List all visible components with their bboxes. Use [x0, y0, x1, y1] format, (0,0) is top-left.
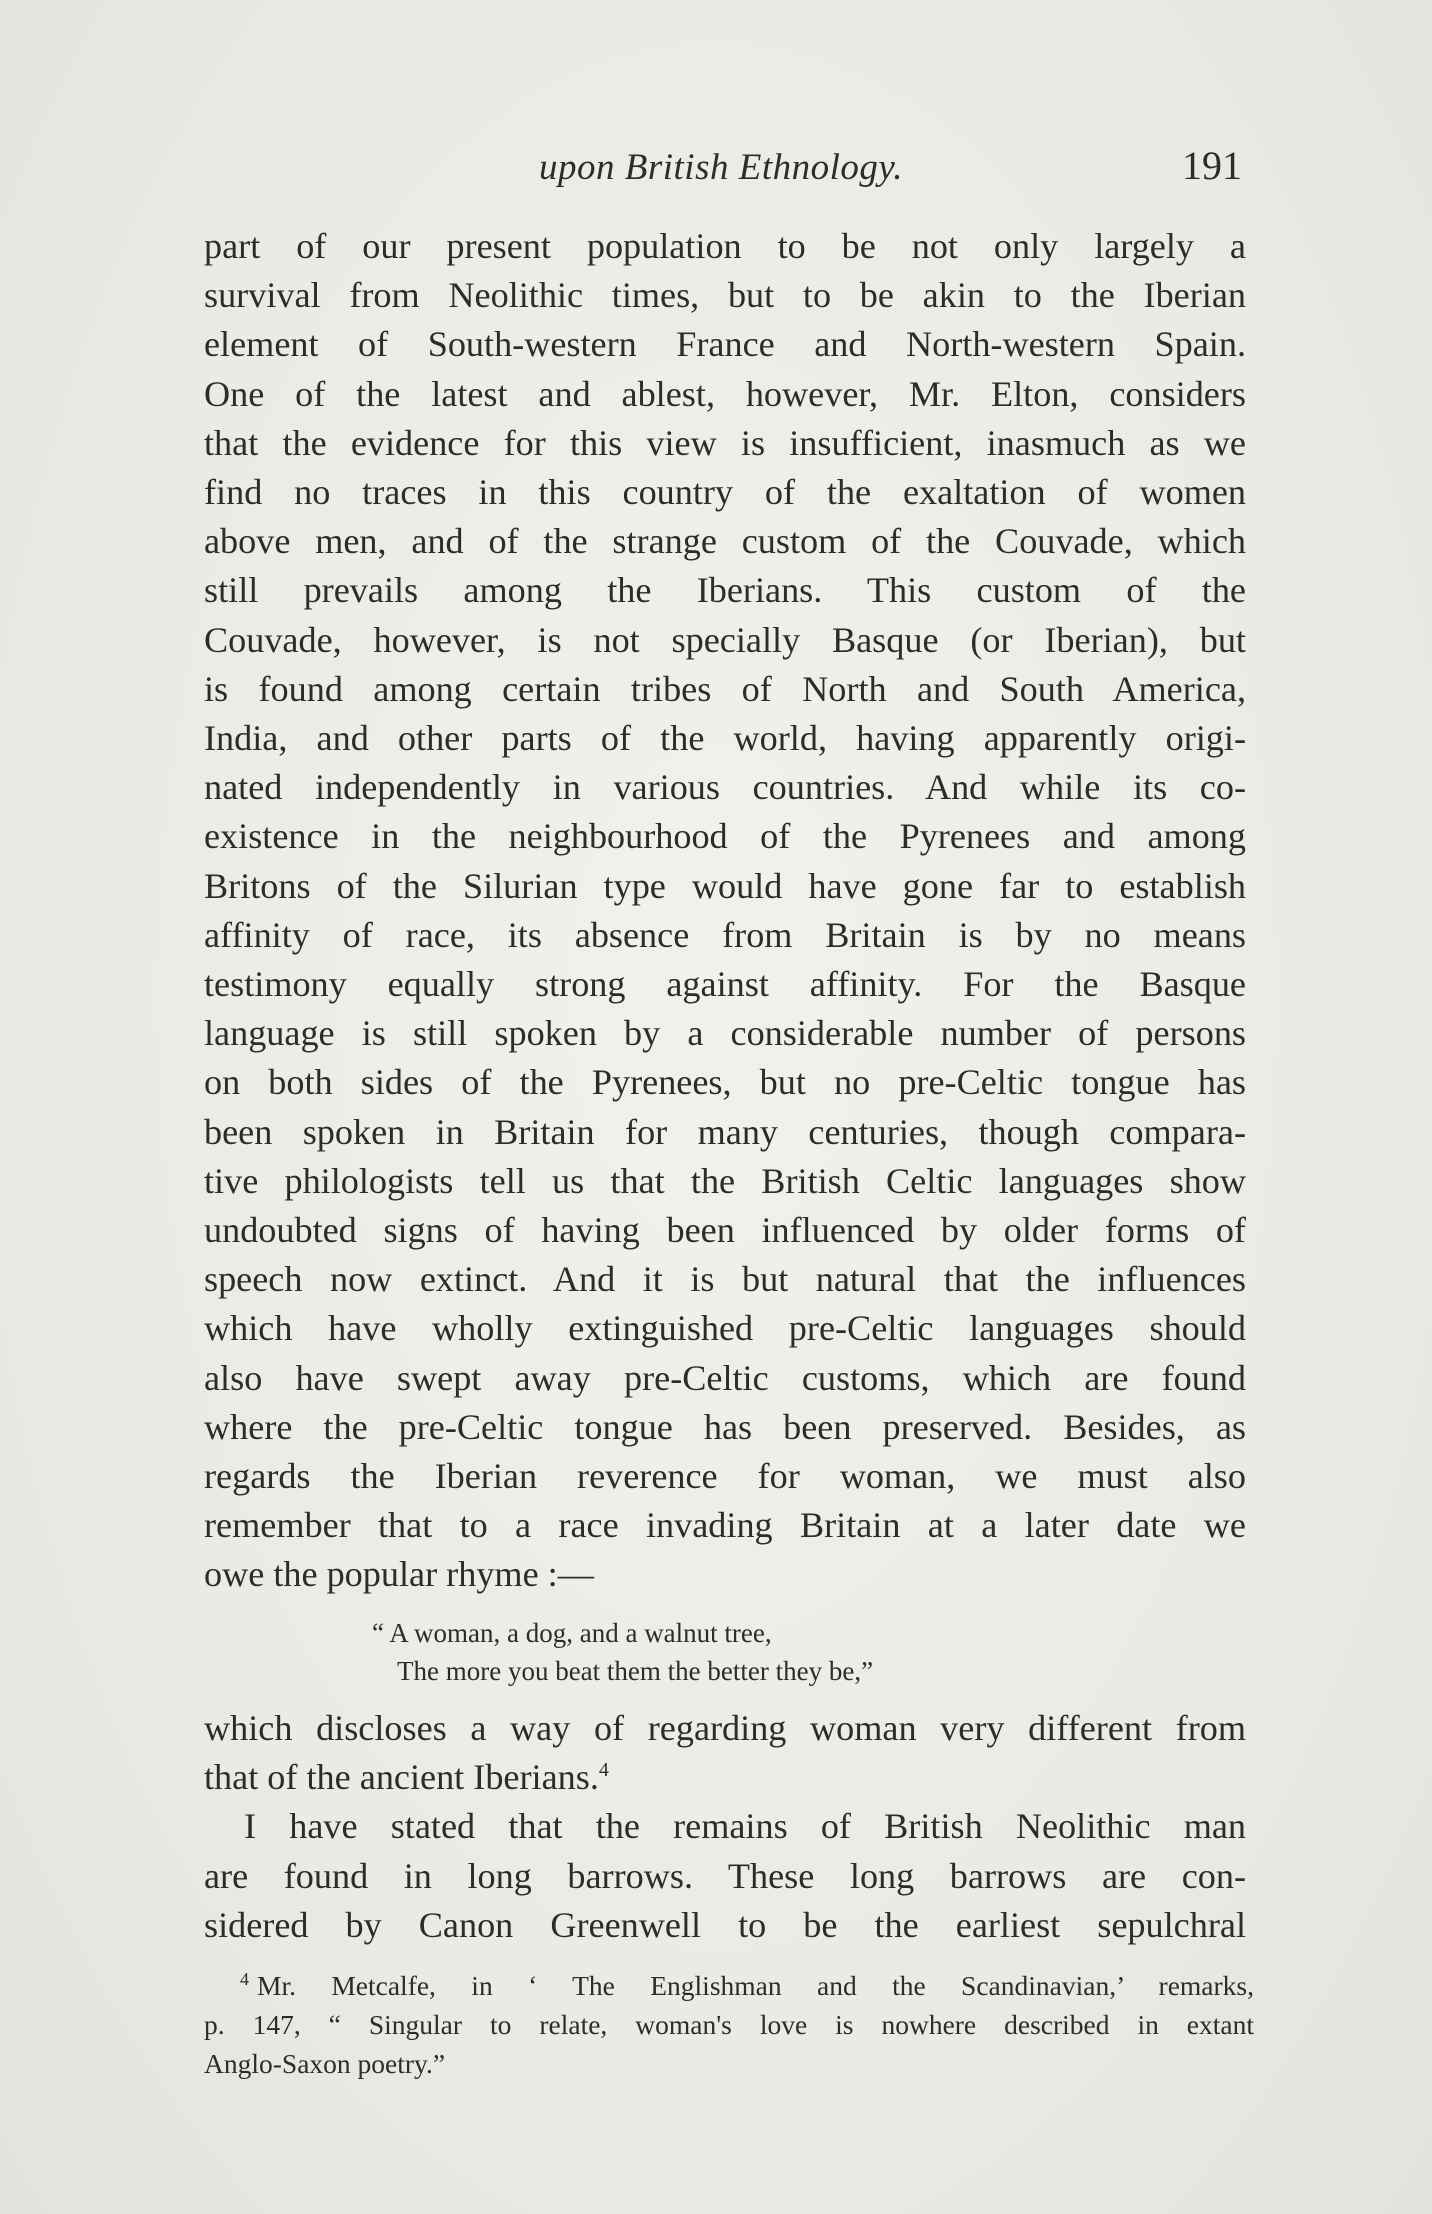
text-line: India, and other parts of the world, having apparently origi-	[204, 718, 1246, 759]
page-header	[200, 138, 1242, 198]
text-line: which discloses a way of regarding woman very different from	[204, 1708, 1246, 1748]
text-line: survival from Neolithic times, but to be akin to the Iberian	[204, 275, 1246, 316]
text-line: above men, and of the strange custom of the Couvade, which	[204, 521, 1246, 562]
text-line: are found in long barrows. These long barrows are con-	[204, 1855, 1246, 1896]
text-line: testimony equally strong against affinity. For the Basque	[204, 964, 1246, 1005]
text-line: undoubted signs of having been influenced by older forms of	[204, 1210, 1246, 1251]
text-line: nated independently in various countries. And while its co-	[204, 767, 1246, 808]
page-number: 191	[1182, 143, 1242, 188]
text-line: remember that to a race invading Britain at a later date we	[204, 1505, 1246, 1546]
text-line: language is still spoken by a considerable number of persons	[204, 1013, 1246, 1054]
text-line: element of South-western France and North-western Spain.	[204, 324, 1246, 365]
text-line: Couvade, however, is not specially Basque (or Iberian), but	[204, 619, 1246, 660]
running-title: upon British Ethnology.	[538, 147, 904, 188]
verse-line: “ A woman, a dog, and a walnut tree,	[372, 1618, 772, 1648]
verse-line: The more you beat them the better they be,”	[397, 1656, 874, 1686]
text-line: that the evidence for this view is insufficient, inasmuch as we	[204, 422, 1246, 463]
footnote-line: p. 147, “ Singular to relate, woman's love is nowhere described in extant	[204, 2009, 1254, 2040]
text-line: find no traces in this country of the exaltation of women	[204, 472, 1246, 513]
main-paragraph	[204, 222, 1246, 1600]
footnote-line: Anglo-Saxon poetry.”	[204, 2048, 446, 2079]
text-line: on both sides of the Pyrenees, but no pre-Celtic tongue has	[204, 1062, 1246, 1103]
footnote-line: Mr. Metcalfe, in ‘ The Englishman and the Scandinavian,’ remarks,	[257, 1970, 1254, 2001]
text-line: still prevails among the Iberians. This custom of the	[204, 570, 1246, 611]
text-line: regards the Iberian reverence for woman, we must also	[204, 1456, 1246, 1497]
text-line: tive philologists tell us that the British Celtic languages show	[204, 1160, 1246, 1201]
continuation-text	[204, 1704, 1246, 1950]
text-line: which have wholly extinguished pre-Celtic languages should	[204, 1308, 1246, 1349]
text-line: where the pre-Celtic tongue has been preserved. Besides, as	[204, 1406, 1246, 1447]
text-line: One of the latest and ablest, however, Mr. Elton, considers	[204, 373, 1246, 414]
text-line: been spoken in Britain for many centuries, though compara-	[204, 1111, 1246, 1152]
text-line-with-note	[204, 1753, 1246, 1802]
footnote-reference: 4	[598, 1759, 609, 1782]
text-line: that of the ancient Iberians.	[204, 1757, 599, 1798]
text-line: owe the popular rhyme :—	[204, 1554, 594, 1595]
text-line: existence in the neighbourhood of the Pyrenees and among	[204, 816, 1246, 857]
verse-quotation	[200, 1614, 1242, 1690]
text-line: sidered by Canon Greenwell to be the earliest sepulchral	[204, 1904, 1246, 1945]
footnote: 4 Mr. Metcalfe, in ‘ The Englishman and the Scandinavian,’ remarks, p. 147, “ Singular to relate, woman's love is nowhere described in extant Anglo-Saxon poetry.”	[204, 1966, 1254, 2083]
text-line: is found among certain tribes of North and South America,	[204, 668, 1246, 709]
text-line: also have swept away pre-Celtic customs, which are found	[204, 1357, 1246, 1398]
text-line: part of our present population to be not only largely a	[204, 226, 1246, 266]
text-line: Britons of the Silurian type would have gone far to establish	[204, 865, 1246, 906]
text-line: affinity of race, its absence from Britain is by no means	[204, 914, 1246, 955]
text-line: speech now extinct. And it is but natural that the influences	[204, 1259, 1246, 1300]
paragraph-first-line: I have stated that the remains of British Neolithic man	[244, 1806, 1246, 1847]
